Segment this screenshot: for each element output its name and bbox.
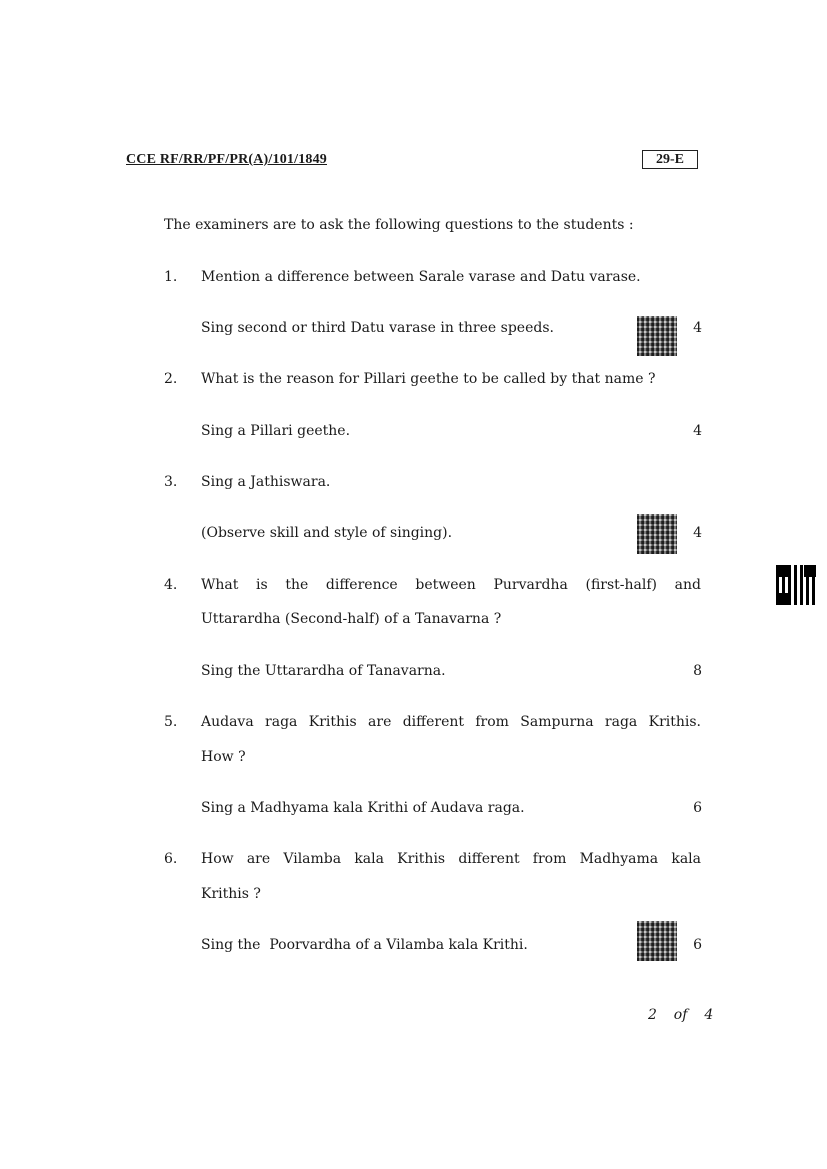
question-number: 5. [164, 714, 178, 730]
question-number: 3. [164, 474, 178, 490]
task-text: Sing second or third Datu varase in three speeds. [201, 320, 554, 336]
qr-code-icon [637, 921, 677, 961]
question-text: Sing a Jathiswara. [201, 474, 331, 490]
marks-value: 6 [693, 800, 702, 816]
question-text-continued: Krithis ? [201, 886, 261, 902]
task-text: Sing the Uttarardha of Tanavarna. [201, 663, 446, 679]
question-number: 2. [164, 371, 178, 387]
page-number: 2 of 4 [648, 1007, 714, 1023]
qr-code-icon [776, 565, 816, 605]
question-text: Mention a difference between Sarale varase and Datu varase. [201, 269, 641, 285]
question-number: 1. [164, 269, 178, 285]
question-text: Audava raga Krithis are different from Sampurna raga Krithis. [201, 714, 701, 730]
question-number: 4. [164, 577, 178, 593]
question-number: 6. [164, 851, 178, 867]
question-text-continued: How ? [201, 749, 246, 765]
qr-code-icon [637, 514, 677, 554]
qr-code-icon [637, 316, 677, 356]
paper-code-badge: 29-E [642, 150, 698, 169]
question-text: How are Vilamba kala Krithis different from Madhyama kala [201, 851, 701, 867]
question-text: What is the reason for Pillari geethe to be called by that name ? [201, 371, 656, 387]
task-text: Sing a Pillari geethe. [201, 423, 351, 439]
marks-value: 4 [693, 423, 702, 439]
exam-code: CCE RF/RR/PF/PR(A)/101/1849 [126, 152, 327, 167]
marks-value: 4 [693, 320, 702, 336]
instructions-text: The examiners are to ask the following questions to the students : [164, 217, 634, 233]
task-text: (Observe skill and style of singing). [201, 525, 453, 541]
marks-value: 6 [693, 937, 702, 953]
question-text: What is the difference between Purvardha (first-half) and [201, 577, 701, 593]
marks-value: 8 [693, 663, 702, 679]
task-text: Sing a Madhyama kala Krithi of Audava raga. [201, 800, 525, 816]
marks-value: 4 [693, 525, 702, 541]
task-text: Sing the Poorvardha of a Vilamba kala Krithi. [201, 937, 528, 953]
question-text-continued: Uttarardha (Second-half) of a Tanavarna ? [201, 611, 502, 627]
